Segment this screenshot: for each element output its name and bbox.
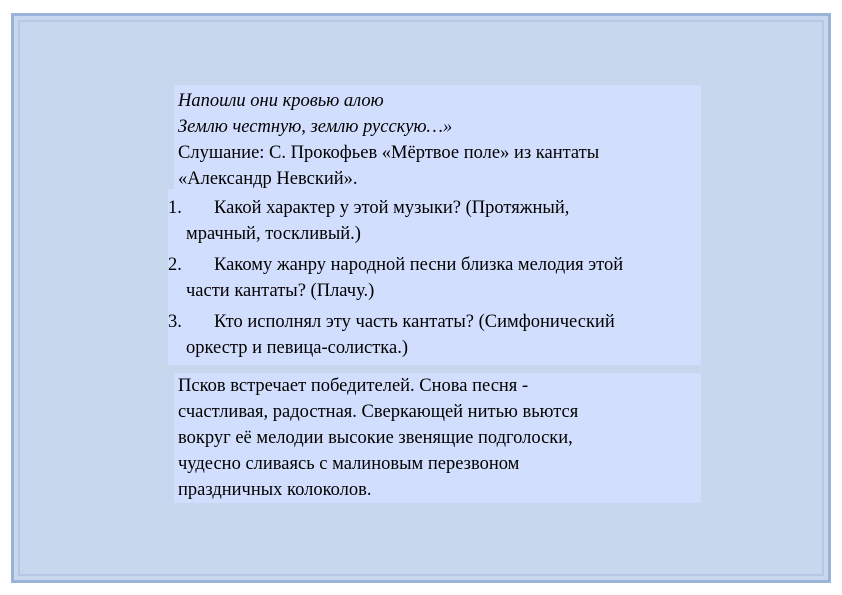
listening-line-2: «Александр Невский».	[178, 169, 358, 189]
question-text-line-1: Какой характер у этой музыки? (Протяжный,	[214, 198, 570, 218]
pskov-line-4: чудесно сливаясь с малиновым перезвоном	[178, 454, 520, 474]
list-item	[168, 252, 701, 304]
text-box-intro	[174, 85, 701, 189]
question-text-line-1: Какому жанру народной песни близка мелодия этой	[214, 255, 624, 275]
list-item	[168, 195, 701, 247]
question-list	[168, 195, 701, 361]
question-text-line-2: мрачный, тоскливый.)	[186, 224, 361, 244]
pskov-line-5: праздничных колоколов.	[178, 480, 372, 500]
text-box-pskov	[174, 373, 701, 503]
listening-line-1: Слушание: С. Прокофьев «Мёртвое поле» из кантаты	[178, 143, 600, 163]
list-item	[168, 309, 701, 361]
poem-line-1: Напоили они кровью алою	[178, 91, 384, 111]
text-box-questions	[168, 189, 701, 365]
poem-line-2: Землю честную, землю русскую…»	[178, 117, 453, 137]
pskov-line-3: вокруг её мелодии высокие звенящие подголоски,	[178, 428, 573, 448]
question-text-line-2: части кантаты? (Плачу.)	[186, 281, 375, 301]
question-text-line-2: оркестр и певица-солистка.)	[186, 338, 408, 358]
question-number: 2.	[168, 255, 182, 275]
pskov-line-1: Псков встречает победителей. Снова песня -	[178, 376, 529, 396]
question-number: 1.	[168, 198, 182, 218]
question-number: 3.	[168, 312, 182, 332]
question-text-line-1: Кто исполнял эту часть кантаты? (Симфонический	[214, 312, 615, 332]
pskov-line-2: счастливая, радостная. Сверкающей нитью вьются	[178, 402, 579, 422]
